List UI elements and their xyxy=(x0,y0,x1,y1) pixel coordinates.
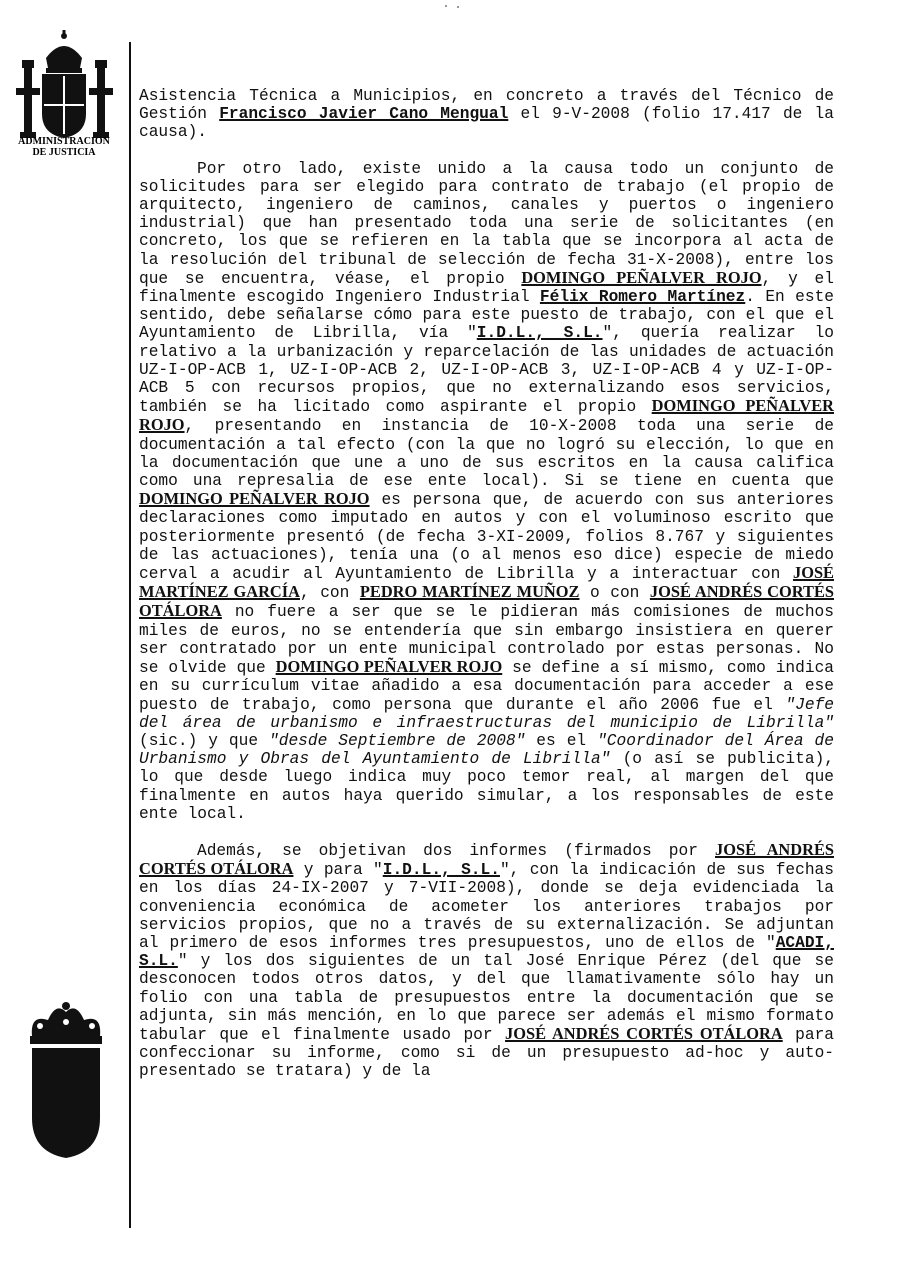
text-run: (sic.) y que xyxy=(139,731,270,750)
caption-line-1: ADMINISTRACION xyxy=(18,136,110,147)
text-run: Asistencia Técnica a Municipios, en concreto a través del Técnico de Gestión xyxy=(139,87,834,124)
emphasized-name: I.D.L., S.L. xyxy=(382,861,500,880)
emphasized-name: ACADI, S.L. xyxy=(139,933,834,971)
text-run: (o así se publicita), lo que desde luego indica muy poco temor real, al margen del que finalmente en autos haya querido simular, a los responsables de este ente local. xyxy=(139,750,835,823)
text-run: el 9-V-2008 (folio 17.417 de la causa). xyxy=(139,105,834,142)
paragraph-1 xyxy=(139,87,834,142)
text-run: , y el finalmente escogido Ingeniero Industrial xyxy=(139,269,834,307)
text-run: no fuere a ser que se le pidieran más comisiones de muchos miles de euros, no se entendería que sin embargo insistiera en querer ser contratado por un ente municipal controlado por estas personas. No se olvide que xyxy=(139,603,834,678)
emphasized-name: JOSÉ ANDRÉS CORTÉS OTÁLORA xyxy=(505,1023,783,1043)
scan-mark-icon xyxy=(440,2,464,10)
regional-crowned-shield-icon xyxy=(26,1000,106,1160)
emphasized-name: I.D.L., S.L. xyxy=(476,324,603,343)
administration-caption xyxy=(6,136,122,158)
quoted-text: "desde Septiembre de 2008" xyxy=(269,731,526,750)
emphasized-name: DOMINGO PEÑALVER ROJO xyxy=(521,267,762,287)
emphasized-name: Francisco Javier Cano Mengual xyxy=(219,105,509,124)
quoted-text: "Coordinador del Área de Urbanismo y Obras del Ayuntamiento de Librilla" xyxy=(139,731,834,769)
caption-line-2: DE JUSTICIA xyxy=(32,147,96,158)
margin-rule xyxy=(129,42,131,1228)
paragraph-3 xyxy=(139,841,834,1081)
emphasized-name: DOMINGO PEÑALVER ROJO xyxy=(139,489,370,509)
emphasized-name: JOSÉ ANDRÉS CORTÉS OTÁLORA xyxy=(139,839,834,879)
text-run: es el xyxy=(525,731,598,750)
text-run: ", con la indicación de sus fechas en los días 24-IX-2007 y 7-VII-2008), donde se deja evidenciada la conveniencia económica de acometer los anteriores trabajos por servicios propios, que no a través de su externalización. Se adjuntan al primero de esos informes tres presupuestos, uno de ellos de " xyxy=(139,861,834,952)
quoted-text: "Jefe del área de urbanismo e infraestructuras del municipio de Librilla" xyxy=(139,695,834,732)
text-run: para confeccionar su informe, como si de un presupuesto ad-hoc y auto-presentado se tratara) y de la xyxy=(139,1025,834,1081)
text-run: , con xyxy=(299,584,360,603)
text-run: ", quería realizar lo relativo a la urbanización y reparcelación de las unidades de actuación UZ-I-OP-ACB 1, UZ-I-OP-ACB 2, UZ-I-OP-ACB 3, UZ-I-OP-ACB 4 y UZ-I-OP-ACB 5 con recursos propios, que no externalizando esos servicios, también se ha licitado como aspirante el propio xyxy=(139,324,834,417)
emphasized-name: JOSÉ ANDRÉS CORTÉS OTÁLORA xyxy=(139,582,835,621)
text-run: " y los dos siguientes de un tal José Enrique Pérez (del que se desconocen todos otros datos, y del que llamativamente sólo hay un folio con una tabla de presupuestos entre la documentación que se adjunta, sin más mención, en lo que parece ser además el mismo formato tabular que el finalmente usado por xyxy=(139,952,834,1044)
emphasized-name: DOMINGO PEÑALVER ROJO xyxy=(139,396,834,435)
emphasized-name: JOSÉ MARTÍNEZ GARCÍA xyxy=(139,563,834,602)
text-run: Además, se objetivan dos informes (firmados por xyxy=(197,841,716,860)
text-run: Por otro lado, existe unido a la causa todo un conjunto de solicitudes para ser elegido para contrato de trabajo (el propio de arquitecto, ingeniero de caminos, canales y puertos o ingeniero industrial) que han presentado toda una serie de solicitantes (en concreto, los que se refieren en la tabla que se incorpora al acta de la resolución del tribunal de selección de fecha 31-X-2008), entre los que se encuentra, véase, el propio xyxy=(139,159,834,288)
text-run: se define a sí mismo, como indica en su currículum vitae añadido a esa documentación para acceder a ese puesto de trabajo, como persona que durante el año 2006 fue el xyxy=(139,659,834,714)
text-run: y para " xyxy=(293,861,383,880)
body-text xyxy=(139,87,834,1081)
emphasized-name: DOMINGO PEÑALVER ROJO xyxy=(275,657,503,677)
paragraph-2 xyxy=(139,160,834,823)
text-run: es persona que, de acuerdo con sus anteriores declaraciones como imputado en autos y con el voluminoso escrito que posteriormente presentó (de fecha 3-XI-2009, folios 8.767 y siguientes de las actuaciones), tenía una (o al menos eso dice) especie de miedo cerval a acudir al Ayuntamiento de Librilla y a interactuar con xyxy=(139,491,834,584)
emphasized-name: Félix Romero Martínez xyxy=(539,288,746,307)
text-run: , presentando en instancia de 10-X-2008 toda una serie de documentación a tal efecto (con la que no logró su elección, lo que en la documentación que une a uno de sus escritos en la causa califica como una represalia de ese ente local). Si se tiene en cuenta que xyxy=(139,417,834,491)
text-run: . En este sentido, debe señalarse cómo para este puesto de trabajo, con el que el Ayuntamiento de Librilla, vía " xyxy=(139,288,834,343)
text-run: o con xyxy=(579,584,650,603)
emphasized-name: PEDRO MARTÍNEZ MUÑOZ xyxy=(359,582,580,602)
